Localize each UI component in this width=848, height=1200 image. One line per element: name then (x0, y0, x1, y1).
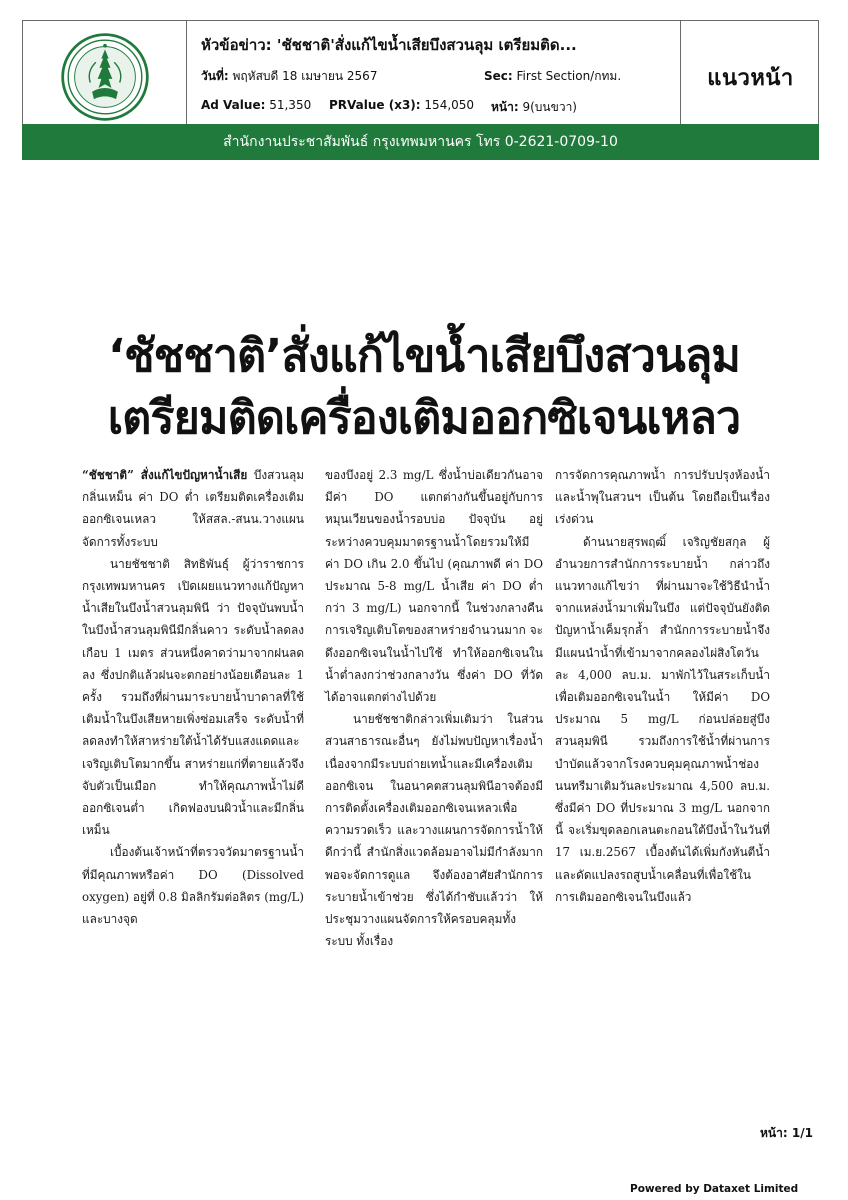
page-number-value: 1/1 (791, 1126, 813, 1140)
pr-value-label: PRValue (x3): (329, 98, 421, 112)
ad-value-label: Ad Value: (201, 98, 266, 112)
header-box (22, 20, 819, 132)
ad-value: 51,350 (269, 98, 312, 112)
pr-value: 154,050 (424, 98, 475, 112)
date-label: วันที่: (201, 69, 229, 83)
page-value: 9(บนขวา) (522, 100, 577, 114)
bangkok-city-seal-icon (59, 31, 151, 123)
sec-label: Sec: (484, 69, 513, 83)
headline-row (201, 33, 671, 57)
paragraph: นายชัชชาติกล่าวเพิ่มเติมว่า ในส่วนสวนสาธารณะอื่นๆ ยังไม่พบปัญหาเรื่องน้ำ เนื่องจากมีระบบถ่ายเทน้ำและมีเครื่องเติมออกซิเจน ในอนาคตสวนลุมพินีอาจต้องมีการติดตั้งเครื่องเติมออกซิเจนเหลวเพื่อความรวดเร็ว และวางแผนการจัดการน้ำให้ดีกว่านี้ สำนักสิ่งแวดล้อมอาจไม่มีกำลังมากพอจะจัดการดูแล จึงต้องอาศัยสำนักการระบายน้ำเข้าช่วย ซึ่งได้กำชับแล้วว่า ให้ประชุมวางแผนจัดการให้ครอบคลุมทั้งระบบ ทั้งเรื่อง (325, 712, 543, 949)
headline-value: 'ชัชชาติ'สั่งแก้ไขน้ำเสียบึงสวนลุม เตรียมติด... (271, 36, 577, 54)
paragraph: ของบึงอยู่ 2.3 mg/L ซึ่งน้ำบ่อเดียวกันอาจมีค่า DO แตกต่างกันขึ้นอยู่กับการหมุนเวียนของน้ำรอบบ่อ ปัจจุบัน อยู่ระหว่างควบคุมมาตรฐานน้ำโดยรวมให้มีค่า DO เกิน 2.0 ขึ้นไป (คุณภาพดี ค่า DO ประมาณ 5-8 mg/L น้ำเสีย ค่า DO ต่ำกว่า 3 mg/L) นอกจากนี้ ในช่วงกลางคืนการเจริญเติบโตของสาหร่ายจำนวนมาก จะดึงออกซิเจนในน้ำไปใช้ ทำให้ออกซิเจนในน้ำต่ำลงกว่าช่วงกลางวัน ซึ่งค่า DO ที่วัดได้อาจแตกต่างไปด้วย (325, 468, 543, 705)
sec-value: First Section/กทม. (516, 69, 622, 83)
newspaper-name: แนวหน้า (707, 65, 794, 91)
date-row (201, 67, 680, 86)
lead-paragraph (82, 464, 304, 553)
paragraph: ด้านนายสุรพฤฒิ์ เจริญชัยสกุล ผู้อำนวยการสำนักการระบายน้ำ กล่าวถึงแนวทางแก้ไขว่า ที่ผ่านมาจะใช้วิธีนำน้ำจากแหล่งน้ำมาเพิ่มในบึง แต่ปัจจุบันยังติดปัญหาน้ำเค็มรุกล้ำ สำนักการระบายน้ำจึงมีแผนนำน้ำที่เข้ามาจากคลองไผ่สิงโตวันละ 4,000 ลบ.ม. มาพักไว้ในสระเก็บน้ำเพื่อเติมออกซิเจนในน้ำ ให้มีค่า DO ประมาณ 5 mg/L ก่อนปล่อยสู่บึงสวนลุมพินี รวมถึงการใช้น้ำที่ผ่านการบำบัดแล้วจากโรงควบคุมคุณภาพน้ำช่องนนทรีมาเติมวันละประมาณ 4,500 ลบ.ม. ซึ่งมีค่า DO ที่ประมาณ 3 mg/L นอกจากนี้ จะเริ่มขุดลอกเลนตะกอนใต้บึงน้ำในวันที่ 17 เม.ย.2567 เบื้องต้นได้เพิ่มกังหันตีน้ำและดัดแปลงรถสูบน้ำเคลื่อนที่เพื่อใช้ในการเติมออกซิเจนในบึงแล้ว (555, 534, 770, 904)
page-number (760, 1124, 813, 1143)
article-column-1 (82, 464, 304, 930)
headline-label: หัวข้อข่าว: (201, 36, 272, 54)
article-column-3 (555, 464, 770, 908)
logo-cell (23, 21, 187, 133)
lead-rest: บึงสวนลุม กลิ่นเหม็น ค่า DO ต่ำ เตรียมติดเครื่องเติมออกซิเจนเหลว ให้สสล.-สนน.วางแผนจัดการทั้งระบบ (82, 468, 304, 549)
paragraph: นายชัชชาติ สิทธิพันธุ์ ผู้ว่าราชการกรุงเทพมหานคร เปิดเผยแนวทางแก้ปัญหาน้ำเสียในบึงน้ำสวนลุมพินี ว่า ปัจจุบันพบน้ำในบึงน้ำสวนลุมพินีมีกลิ่นคาว ระดับน้ำลดลงเกือบ 1 เมตร ส่วนหนึ่งคาดว่ามาจากฝนลดลง ซึ่งปกติแล้วฝนจะตกอย่างน้อยเดือนละ 1 ครั้ง รวมถึงที่ผ่านมาระบายน้ำบาดาลที่ใช้เติมน้ำในบึงเสียหายเพิ่งซ่อมเสร็จ ระดับน้ำที่ลดลงทำให้สาหร่ายใต้น้ำได้รับแสงแดดและเจริญเติบโตมากขึ้น สาหร่ายแก่ที่ตายแล้วจึงจับตัวเป็นเมือก ทำให้คุณภาพน้ำไม่ดี ออกซิเจนต่ำ เกิดฟองบนผิวน้ำและมีกลิ่นเหม็น (82, 556, 304, 838)
value-row (201, 98, 680, 117)
page-number-label: หน้า: (760, 1126, 788, 1140)
paragraph: เบื้องต้นเจ้าหน้าที่ตรวจวัดมาตรฐานน้ำที่มีคุณภาพหรือค่า DO (Dissolved oxygen) อยู่ที่ 0.8 มิลลิกรัมต่อลิตร (mg/L) และบางจุด (82, 845, 305, 927)
powered-by: Powered by Dataxet Limited (630, 1183, 799, 1195)
article-title (60, 325, 788, 449)
page-label: หน้า: (491, 100, 519, 114)
article-title-line1: ‘ชัชชาติ’สั่งแก้ไขน้ำเสียบึงสวนลุม (108, 329, 740, 382)
article-title-line2: เตรียมติดเครื่องเติมออกซิเจนเหลว (107, 391, 741, 444)
paragraph: การจัดการคุณภาพน้ำ การปรับปรุงห้องน้ำ และน้ำพุในสวนฯ เป็นต้น โดยถือเป็นเรื่องเร่งด่วน (555, 468, 770, 527)
agency-bar: สำนักงานประชาสัมพันธ์ กรุงเทพมหานคร โทร 0-2621-0709-10 (22, 124, 819, 160)
lead-bold: “ชัชชาติ” สั่งแก้ไขปัญหาน้ำเสีย (82, 468, 248, 482)
date-value: พฤหัสบดี 18 เมษายน 2567 (232, 69, 378, 83)
clipping-info (187, 21, 681, 133)
newspaper-cell (681, 21, 820, 133)
article-column-2 (325, 464, 543, 952)
